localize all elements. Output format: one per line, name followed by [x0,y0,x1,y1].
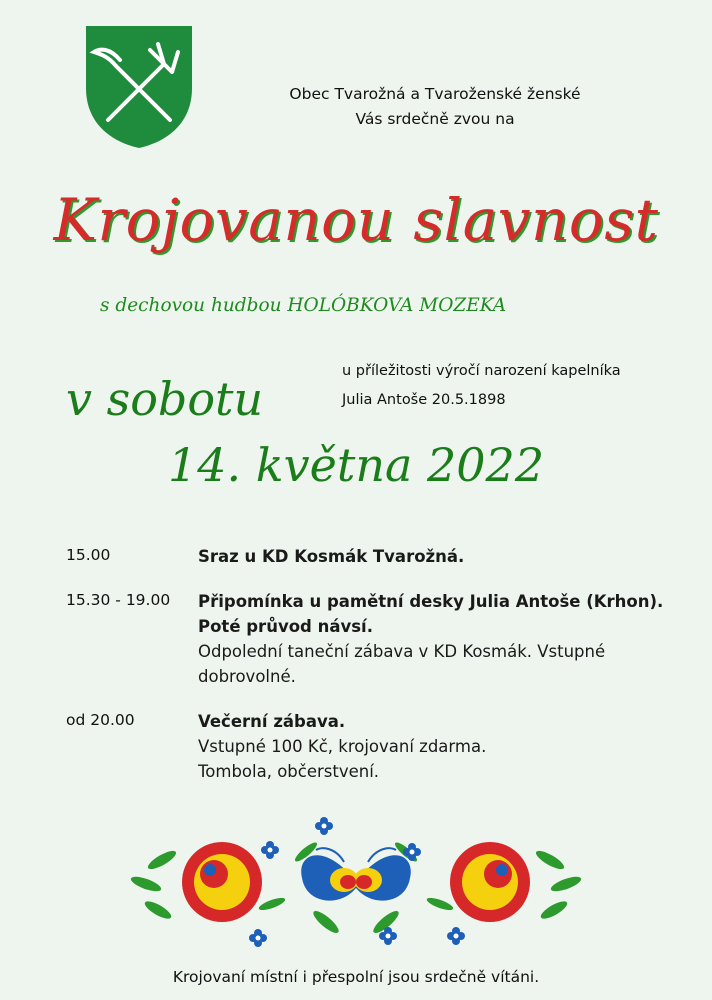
village-crest [86,26,192,148]
schedule-title: Poté průvod návsí. [198,617,373,636]
schedule-title: Sraz u KD Kosmák Tvarožná. [198,547,465,566]
schedule-text: Vstupné 100 Kč, krojovaní zdarma. [198,737,487,756]
event-title: Krojovanou slavnost [53,186,659,254]
red-flower-right [450,842,530,922]
schedule-text: Odpolední taneční zábava v KD Kosmák. Vstupné [198,642,606,661]
schedule-item [66,589,666,689]
schedule [66,544,666,804]
red-flower-left [182,842,262,922]
schedule-text: dobrovolné. [198,667,296,686]
schedule-title: Večerní zábava. [198,712,346,731]
organizer-line: Obec Tvarožná a Tvaroženské ženské [289,85,581,103]
blue-flower-center [301,848,411,900]
occasion-text [342,357,662,415]
occasion-line-2: Julia Antoše 20.5.1898 [342,392,506,408]
schedule-text: Tombola, občerstvení. [198,762,380,781]
event-day: v sobotu [66,372,264,426]
schedule-time: 15.00 [66,546,111,564]
schedule-time: od 20.00 [66,711,135,729]
schedule-item [66,709,666,784]
folk-ornament [126,812,586,958]
occasion-line-1: u příležitosti výročí narození kapelníka [342,363,621,379]
schedule-item [66,544,666,569]
event-date: 14. května 2022 [168,438,545,492]
schedule-time: 15.30 - 19.00 [66,591,171,609]
invitation-text [250,82,620,132]
schedule-title: Připomínka u pamětní desky Julia Antoše (Krhon). [198,592,664,611]
music-band: s dechovou hudbou HOLÓBKOVA MOZEKA [100,295,507,316]
footer-note: Krojovaní místní i přespolní jsou srdečně vítáni. [172,968,540,986]
invite-line: Vás srdečně zvou na [355,110,515,128]
